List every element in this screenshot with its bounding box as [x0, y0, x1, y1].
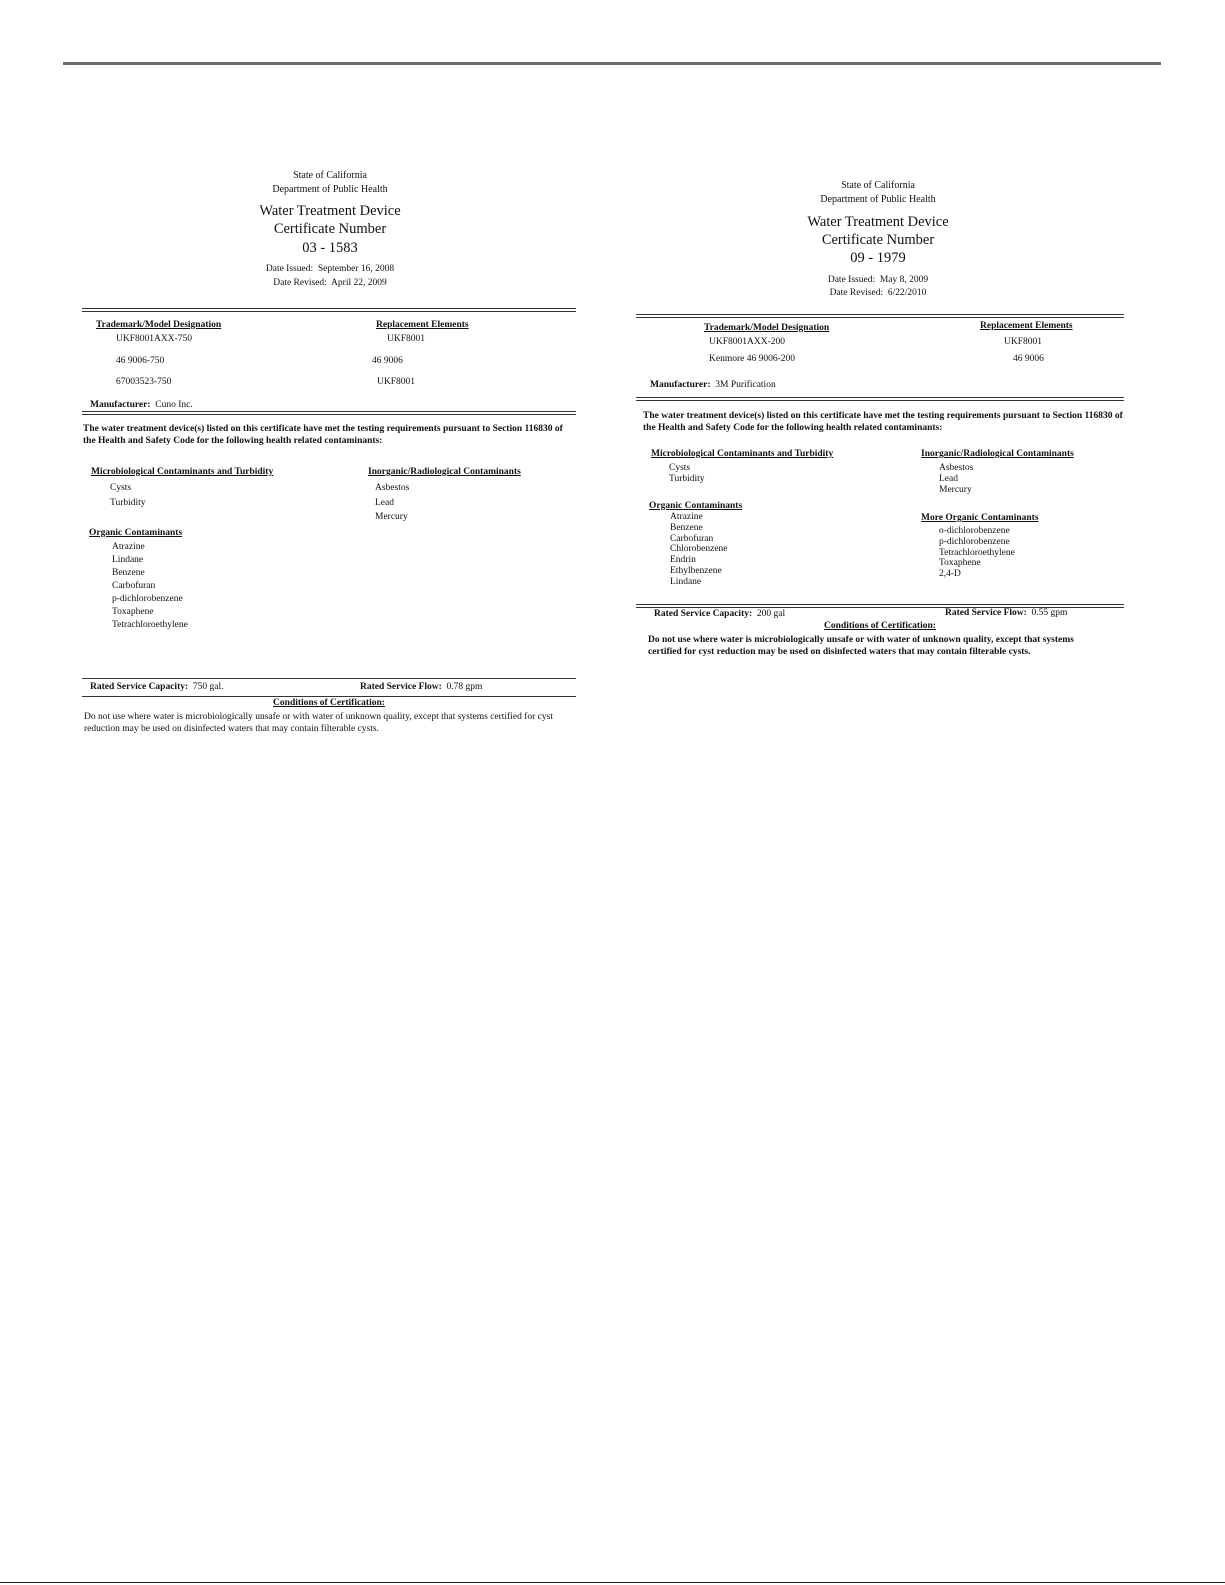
replacement-elements-header: Replacement Elements — [980, 321, 1073, 331]
list-item: Carbofuran — [670, 533, 714, 544]
list-item: Toxaphene — [939, 558, 981, 569]
microbiological-list — [110, 481, 146, 510]
certification-statement: The water treatment device(s) listed on this certificate have met the testing requirements pursuant to Section 116830 of the Health and Safety Code for the following health related contaminants: — [83, 424, 563, 446]
device-title: Water Treatment Device — [807, 214, 949, 230]
divider — [636, 314, 1124, 318]
list-item: Ethylbenzene — [670, 565, 722, 576]
manufacturer — [650, 380, 776, 390]
bottom-rule — [0, 1582, 1225, 1583]
certificate-label: Certificate Number — [821, 232, 935, 248]
capacity-label: Rated Service Capacity: — [90, 682, 189, 692]
device-title: Water Treatment Device — [259, 203, 401, 219]
replacement-item: UKF8001 — [377, 377, 416, 387]
model-item: Kenmore 46 9006-200 — [709, 354, 796, 364]
list-item: o-dichlorobenzene — [939, 526, 1010, 536]
replacement-item: 46 9006 — [1013, 354, 1044, 364]
inorganic-list — [939, 463, 973, 495]
microbiological-header: Microbiological Contaminants and Turbidity — [91, 467, 274, 477]
conditions-header: Conditions of Certification: — [273, 698, 385, 708]
list-item: Carbofuran — [112, 581, 156, 591]
list-item: Chlorobenzene — [670, 544, 728, 555]
model-item: UKF8001AXX-750 — [116, 334, 192, 344]
replacement-elements-header: Replacement Elements — [376, 320, 469, 330]
date-issued-label: Date Issued: — [827, 275, 876, 285]
flow-value: 0.55 gpm — [1031, 608, 1068, 618]
list-item: Lindane — [670, 576, 702, 587]
certificate-label: Certificate Number — [273, 221, 387, 237]
inorganic-header: Inorganic/Radiological Contaminants — [921, 449, 1074, 459]
model-item: UKF8001AXX-200 — [709, 337, 785, 347]
model-item: 46 9006-750 — [116, 356, 165, 366]
manufacturer-label: Manufacturer: — [90, 400, 151, 410]
manufacturer — [90, 400, 193, 410]
conditions-header: Conditions of Certification: — [824, 621, 936, 631]
list-item: Toxaphene — [112, 607, 154, 617]
organic-list — [670, 512, 728, 588]
divider — [82, 696, 576, 697]
list-item: Benzene — [670, 522, 703, 533]
list-item: p-dichlorobenzene — [112, 594, 183, 604]
replacement-item: 46 9006 — [372, 356, 403, 366]
certificate-number: 03 - 1583 — [302, 240, 358, 256]
certificate-number: 09 - 1979 — [850, 250, 906, 266]
date-issued-value: May 8, 2009 — [879, 275, 929, 285]
model-item: 67003523-750 — [116, 377, 172, 387]
manufacturer-value: Cuno Inc. — [155, 400, 193, 410]
top-rule — [63, 62, 1161, 65]
model-designation-header: Trademark/Model Designation — [96, 320, 222, 330]
replacement-item: UKF8001 — [387, 334, 426, 344]
list-item: Lead — [939, 473, 958, 484]
date-revised-value: 6/22/2010 — [887, 288, 927, 298]
department-heading: Department of Public Health — [272, 184, 388, 195]
list-item: Cysts — [110, 483, 132, 493]
list-item: Endrin — [670, 555, 696, 566]
conditions-text: Do not use where water is microbiologically unsafe or with water of unknown quality, except that systems certified for cyst reduction may be used on disinfected waters that may contain filterable cysts. — [648, 635, 1074, 657]
date-revised — [180, 278, 480, 288]
rated-service-capacity — [654, 609, 785, 619]
list-item: Mercury — [375, 512, 408, 522]
date-revised — [728, 288, 1028, 298]
list-item: Mercury — [939, 484, 972, 495]
organic-header: Organic Contaminants — [89, 528, 183, 538]
list-item: Turbidity — [110, 497, 146, 508]
department-heading: Department of Public Health — [820, 194, 936, 205]
inorganic-list — [375, 481, 409, 525]
list-item: Turbidity — [669, 473, 705, 484]
certification-statement: The water treatment device(s) listed on this certificate have met the testing requirements pursuant to Section 116830 of the Health and Safety Code for the following health related contaminants: — [643, 411, 1123, 433]
organic-list — [112, 541, 188, 632]
microbiological-list — [669, 463, 705, 485]
organic-header: Organic Contaminants — [649, 501, 743, 511]
list-item: Tetrachloroethylene — [939, 547, 1015, 558]
capacity-value: 750 gal. — [192, 682, 224, 692]
rated-service-flow — [945, 608, 1067, 618]
date-issued-value: September 16, 2008 — [317, 264, 395, 274]
list-item: 2,4-D — [939, 569, 961, 580]
state-heading: State of California — [841, 180, 915, 191]
date-issued — [180, 264, 480, 274]
capacity-label: Rated Service Capacity: — [654, 609, 753, 619]
capacity-value: 200 gal — [756, 609, 786, 619]
more-organic-header: More Organic Contaminants — [921, 513, 1039, 523]
list-item: Cysts — [669, 463, 691, 473]
rated-service-flow — [360, 682, 482, 692]
list-item: Lindane — [112, 555, 144, 565]
list-item: Asbestos — [375, 483, 410, 493]
date-revised-label: Date Revised: — [273, 278, 327, 288]
date-revised-value: April 22, 2009 — [331, 278, 387, 288]
list-item: Asbestos — [939, 463, 974, 473]
divider — [82, 411, 576, 415]
manufacturer-value: 3M Purification — [715, 380, 776, 390]
date-issued-label: Date Issued: — [265, 264, 314, 274]
date-issued — [728, 275, 1028, 285]
manufacturer-label: Manufacturer: — [650, 380, 711, 390]
divider — [82, 308, 576, 312]
list-item: Atrazine — [112, 542, 145, 552]
microbiological-header: Microbiological Contaminants and Turbidity — [651, 449, 834, 459]
rated-service-capacity — [90, 682, 224, 692]
more-organic-list — [939, 526, 1015, 580]
conditions-text: Do not use where water is microbiologically unsafe or with water of unknown quality, except that systems certified for cyst reduction may be used on disinfected waters that may contain filterable cysts. — [84, 712, 553, 734]
list-item: Benzene — [112, 568, 145, 578]
divider — [636, 397, 1124, 401]
flow-label: Rated Service Flow: — [945, 608, 1027, 618]
list-item: p-dichlorobenzene — [939, 536, 1010, 547]
inorganic-header: Inorganic/Radiological Contaminants — [368, 467, 521, 477]
list-item: Atrazine — [670, 512, 703, 522]
state-heading: State of California — [293, 170, 367, 181]
flow-value: 0.78 gpm — [446, 682, 483, 692]
flow-label: Rated Service Flow: — [360, 682, 442, 692]
list-item: Tetrachloroethylene — [112, 620, 188, 630]
model-designation-header: Trademark/Model Designation — [704, 323, 830, 333]
date-revised-label: Date Revised: — [829, 288, 884, 298]
list-item: Lead — [375, 497, 394, 508]
divider — [82, 678, 576, 679]
replacement-item: UKF8001 — [1004, 337, 1043, 347]
